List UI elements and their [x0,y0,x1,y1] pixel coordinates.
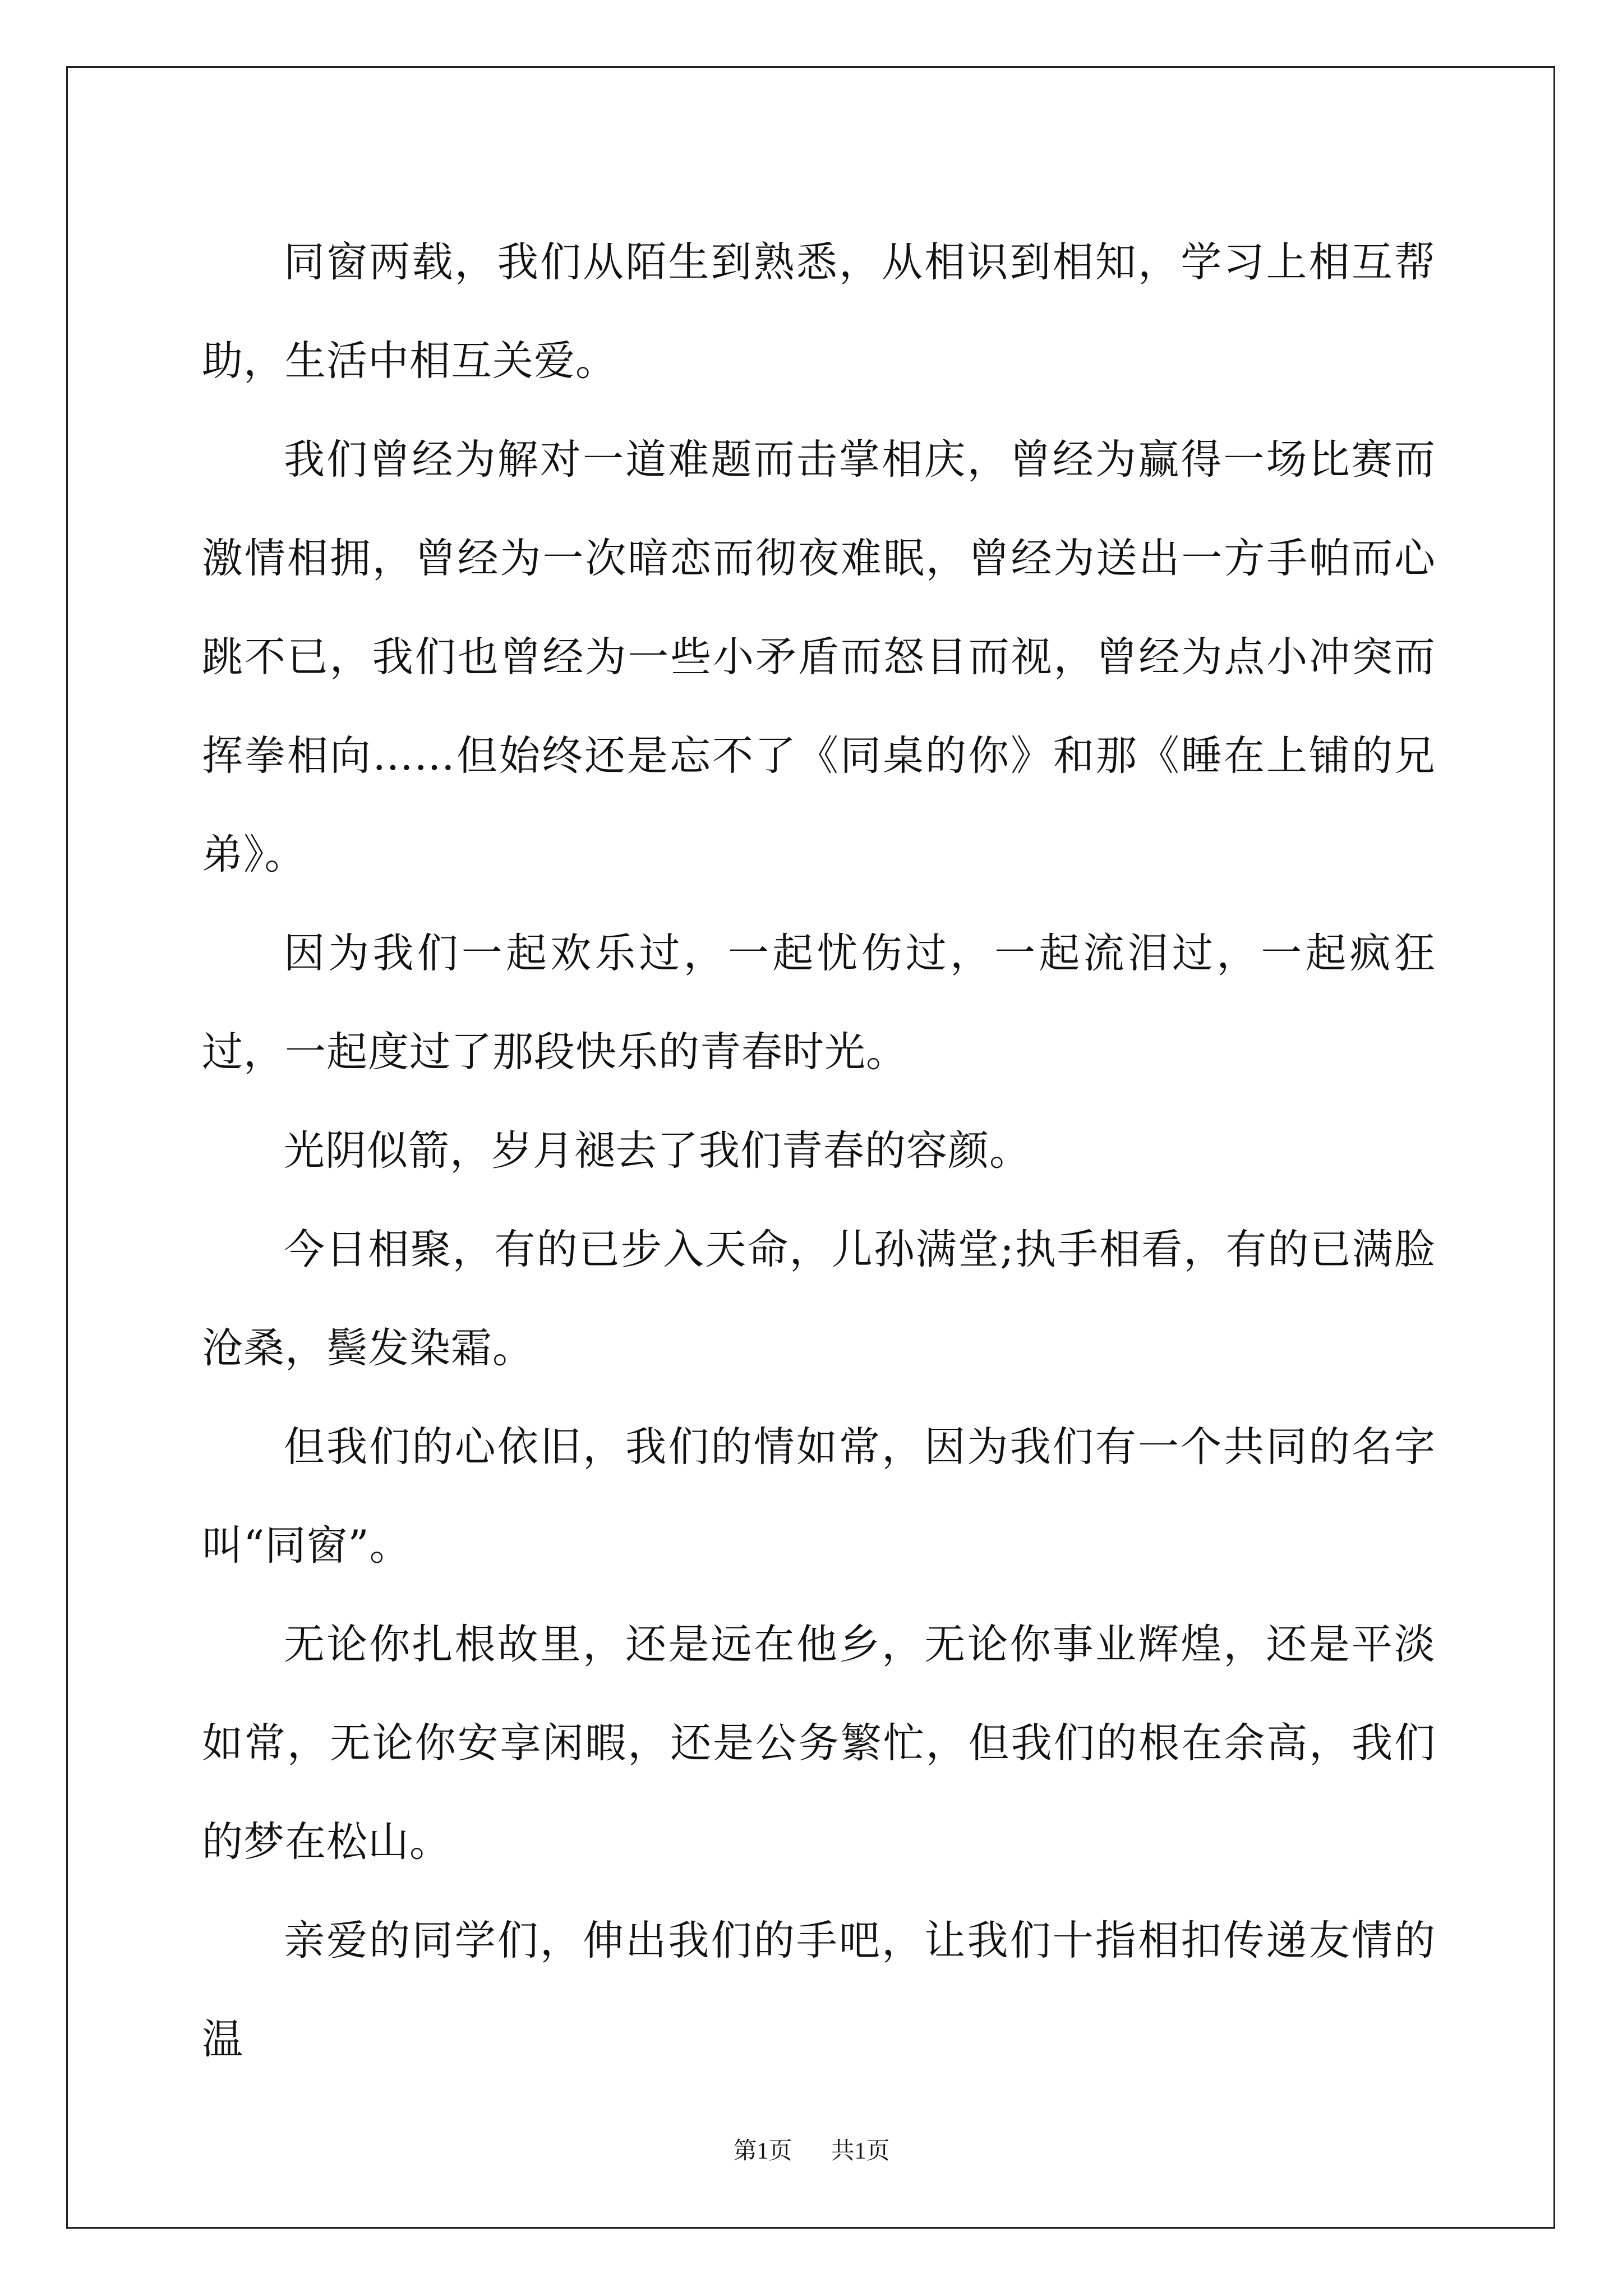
paragraph-4: 光阴似箭，岁月褪去了我们青春的容颜。 [284,1127,1031,1175]
paragraph-2: 我们曾经为解对一道难题而击掌相庆，曾经为赢得一场比赛而激情相拥，曾经为一次暗恋而彻夜难眠，曾经为送出一方手帕而心跳不已，我们也曾经为一些小矛盾而怒目而视，曾经为点小冲突而挥拳相向……但始终还是忘不了《同桌的你》和那《睡在上铺的兄弟》。 [202,436,1436,878]
document-body [202,213,1436,2089]
paragraph-6: 但我们的心依旧，我们的情如常，因为我们有一个共同的名字叫“同窗”。 [202,1423,1436,1570]
paragraph-5: 今日相聚，有的已步入天命，儿孙满堂;执手相看，有的已满脸沧桑，鬓发染霜。 [202,1226,1436,1372]
page-footer [0,2134,1623,2168]
paragraph-7: 无论你扎根故里，还是远在他乡，无论你事业辉煌，还是平淡如常，无论你安享闲暇，还是公务繁忙，但我们的根在余高，我们的梦在松山。 [202,1621,1436,1866]
page-number-current: 第1页 [733,2138,792,2164]
paragraph-8: 亲爱的同学们，伸出我们的手吧，让我们十指相扣传递友情的温 [202,1917,1436,2063]
paragraph-1: 同窗两载，我们从陌生到熟悉，从相识到相知，学习上相互帮助，生活中相互关爱。 [202,238,1436,385]
page-number-total: 共1页 [831,2138,890,2164]
paragraph-3: 因为我们一起欢乐过，一起忧伤过，一起流泪过，一起疯狂过，一起度过了那段快乐的青春时光。 [202,930,1436,1076]
